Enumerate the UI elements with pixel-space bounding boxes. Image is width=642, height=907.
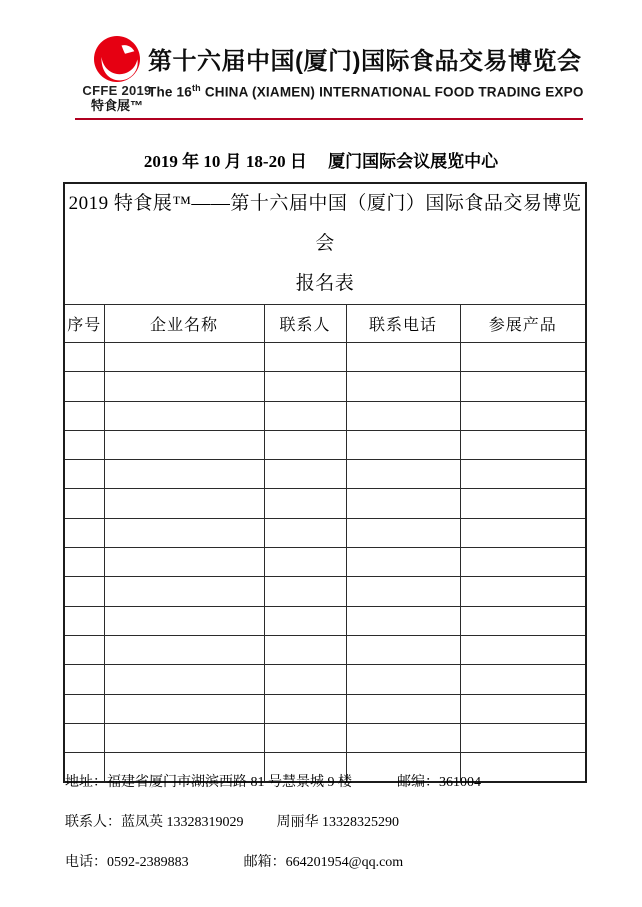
empty-cell[interactable] bbox=[64, 460, 104, 489]
empty-cell[interactable] bbox=[104, 723, 264, 752]
empty-cell[interactable] bbox=[346, 577, 460, 606]
empty-cell[interactable] bbox=[460, 635, 586, 664]
column-header-2: 企业名称 bbox=[104, 305, 264, 343]
header-titles bbox=[148, 45, 608, 100]
empty-cell[interactable] bbox=[104, 694, 264, 723]
empty-cell[interactable] bbox=[264, 635, 346, 664]
empty-cell[interactable] bbox=[104, 460, 264, 489]
empty-cell[interactable] bbox=[64, 430, 104, 459]
email-value: 664201954@qq.com bbox=[285, 855, 404, 870]
empty-cell[interactable] bbox=[104, 606, 264, 635]
empty-cell[interactable] bbox=[264, 401, 346, 430]
email-label: 邮箱： bbox=[243, 855, 286, 870]
empty-cell[interactable] bbox=[460, 401, 586, 430]
empty-cell[interactable] bbox=[460, 460, 586, 489]
empty-cell[interactable] bbox=[104, 665, 264, 694]
empty-cell[interactable] bbox=[346, 372, 460, 401]
empty-cell[interactable] bbox=[104, 635, 264, 664]
empty-cell[interactable] bbox=[64, 489, 104, 518]
logo-text-texpo: 特食展™ bbox=[90, 98, 143, 113]
empty-cell[interactable] bbox=[104, 577, 264, 606]
empty-cell[interactable] bbox=[64, 665, 104, 694]
column-header-5: 参展产品 bbox=[460, 305, 586, 343]
expo-title-english bbox=[148, 83, 608, 100]
empty-cell[interactable] bbox=[346, 518, 460, 547]
empty-cell[interactable] bbox=[346, 343, 460, 372]
empty-cell[interactable] bbox=[264, 372, 346, 401]
phone-value: 0592-2389883 bbox=[107, 855, 189, 870]
table-row bbox=[64, 577, 586, 606]
empty-cell[interactable] bbox=[104, 372, 264, 401]
table-row bbox=[64, 401, 586, 430]
address-label: 地址： bbox=[65, 775, 107, 790]
expo-title-chinese: 第十六届中国(厦门)国际食品交易博览会 bbox=[148, 48, 582, 75]
empty-cell[interactable] bbox=[64, 401, 104, 430]
table-row bbox=[64, 548, 586, 577]
empty-cell[interactable] bbox=[346, 401, 460, 430]
postal-label: 邮编： bbox=[397, 775, 439, 790]
cffe-logo-icon bbox=[94, 36, 140, 82]
empty-cell[interactable] bbox=[64, 694, 104, 723]
contact-1: 蓝凤英 13328319029 bbox=[121, 815, 244, 830]
empty-cell[interactable] bbox=[64, 372, 104, 401]
contact-2: 周丽华 13328325290 bbox=[276, 815, 399, 830]
footer-phone-email-line bbox=[65, 854, 585, 872]
table-header-row bbox=[64, 305, 586, 343]
empty-cell[interactable] bbox=[264, 489, 346, 518]
red-divider-rule bbox=[75, 118, 583, 120]
empty-cell[interactable] bbox=[346, 606, 460, 635]
empty-cell[interactable] bbox=[346, 548, 460, 577]
empty-cell[interactable] bbox=[460, 489, 586, 518]
empty-cell[interactable] bbox=[104, 401, 264, 430]
title-en-prefix: The 16 bbox=[148, 84, 192, 100]
empty-cell[interactable] bbox=[346, 723, 460, 752]
empty-cell[interactable] bbox=[460, 694, 586, 723]
table-row bbox=[64, 343, 586, 372]
empty-cell[interactable] bbox=[104, 343, 264, 372]
form-title-cell bbox=[64, 183, 586, 305]
empty-cell[interactable] bbox=[64, 723, 104, 752]
empty-cell[interactable] bbox=[460, 430, 586, 459]
postal-value: 361004 bbox=[439, 775, 481, 790]
footer-contact-block bbox=[65, 774, 585, 894]
empty-cell[interactable] bbox=[264, 460, 346, 489]
form-title-line2: 报名表 bbox=[295, 273, 355, 294]
empty-cell[interactable] bbox=[264, 694, 346, 723]
table-row bbox=[64, 694, 586, 723]
empty-cell[interactable] bbox=[104, 430, 264, 459]
form-title-row bbox=[64, 183, 586, 305]
empty-cell[interactable] bbox=[264, 606, 346, 635]
empty-cell[interactable] bbox=[346, 694, 460, 723]
empty-cell[interactable] bbox=[64, 577, 104, 606]
address-value: 福建省厦门市湖滨西路 81 号慧景城 9 楼 bbox=[107, 775, 352, 790]
phone-label: 电话： bbox=[65, 855, 107, 870]
contacts-label: 联系人： bbox=[65, 815, 121, 830]
empty-cell[interactable] bbox=[264, 343, 346, 372]
empty-cell[interactable] bbox=[264, 723, 346, 752]
empty-cell[interactable] bbox=[460, 665, 586, 694]
logo bbox=[76, 36, 158, 113]
empty-cell[interactable] bbox=[346, 665, 460, 694]
empty-cell[interactable] bbox=[264, 430, 346, 459]
title-en-ordinal: th bbox=[191, 83, 201, 93]
empty-cell[interactable] bbox=[64, 635, 104, 664]
empty-cell[interactable] bbox=[346, 635, 460, 664]
empty-cell[interactable] bbox=[460, 372, 586, 401]
table-row bbox=[64, 665, 586, 694]
table-row bbox=[64, 489, 586, 518]
empty-cell[interactable] bbox=[346, 460, 460, 489]
column-header-3: 联系人 bbox=[264, 305, 346, 343]
table-row bbox=[64, 606, 586, 635]
table-row bbox=[64, 430, 586, 459]
empty-cell[interactable] bbox=[460, 343, 586, 372]
table-row bbox=[64, 723, 586, 752]
column-header-1: 序号 bbox=[64, 305, 104, 343]
title-en-suffix: CHINA (XIAMEN) INTERNATIONAL FOOD TRADING EXPO bbox=[200, 84, 584, 100]
empty-cell[interactable] bbox=[460, 577, 586, 606]
empty-cell[interactable] bbox=[460, 606, 586, 635]
column-header-4: 联系电话 bbox=[346, 305, 460, 343]
empty-cell[interactable] bbox=[64, 606, 104, 635]
empty-cell[interactable] bbox=[346, 430, 460, 459]
empty-cell[interactable] bbox=[460, 723, 586, 752]
footer-contacts-line bbox=[65, 814, 585, 832]
empty-cell[interactable] bbox=[264, 577, 346, 606]
empty-cell[interactable] bbox=[104, 518, 264, 547]
empty-cell[interactable] bbox=[104, 548, 264, 577]
empty-cell[interactable] bbox=[64, 548, 104, 577]
empty-cell[interactable] bbox=[346, 489, 460, 518]
empty-cell[interactable] bbox=[264, 518, 346, 547]
table-row bbox=[64, 460, 586, 489]
empty-cell[interactable] bbox=[264, 665, 346, 694]
logo-text-cffe: CFFE 2019 bbox=[82, 83, 152, 98]
empty-cell[interactable] bbox=[460, 518, 586, 547]
table-row bbox=[64, 372, 586, 401]
table-row bbox=[64, 518, 586, 547]
empty-cell[interactable] bbox=[64, 343, 104, 372]
footer-address-line bbox=[65, 774, 585, 792]
empty-cell[interactable] bbox=[264, 548, 346, 577]
empty-cell[interactable] bbox=[460, 548, 586, 577]
form-title-line1: 2019 特食展™——第十六届中国（厦门）国际食品交易博览会 bbox=[68, 193, 582, 254]
event-date-venue: 2019 年 10 月 18-20 日 厦门国际会议展览中心 bbox=[143, 152, 499, 171]
empty-cell[interactable] bbox=[64, 518, 104, 547]
empty-cell[interactable] bbox=[104, 489, 264, 518]
registration-form-table bbox=[63, 182, 587, 783]
table-row bbox=[64, 635, 586, 664]
